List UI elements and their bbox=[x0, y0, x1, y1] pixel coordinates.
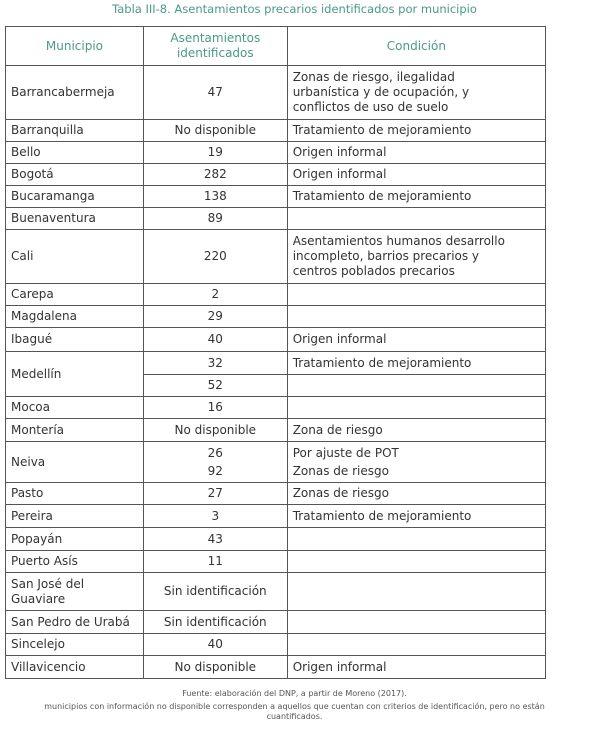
table-row bbox=[6, 397, 546, 419]
cell-municipio: Bogotá bbox=[6, 164, 144, 186]
cell-condicion bbox=[287, 397, 545, 419]
cell-condicion bbox=[287, 375, 545, 397]
cell-asentamientos: 29 bbox=[143, 306, 287, 328]
cell-asentamientos: Sin identificación bbox=[143, 611, 287, 634]
table-header-row bbox=[6, 27, 546, 66]
table-title: Tabla III-8. Asentamientos precarios identificados por municipio bbox=[112, 2, 477, 16]
cell-condicion: Asentamientos humanos desarrollo incompleto, barrios precarios y centros poblados precarios bbox=[287, 230, 545, 284]
cell-asentamientos: 27 bbox=[143, 483, 287, 505]
cell-asentamientos: 138 bbox=[143, 186, 287, 208]
cell-condicion: Origen informal bbox=[287, 656, 545, 679]
cell-condicion: Origen informal bbox=[287, 328, 545, 352]
cell-asentamientos: 16 bbox=[143, 397, 287, 419]
cell-asentamientos: No disponible bbox=[143, 419, 287, 442]
cell-condicion bbox=[287, 284, 545, 306]
cell-municipio: Barrancabermeja bbox=[6, 66, 144, 120]
cell-asentamientos: 2 bbox=[143, 284, 287, 306]
table-row bbox=[6, 208, 546, 230]
settlements-table bbox=[5, 26, 546, 679]
table-row bbox=[6, 186, 546, 208]
cell-municipio: Bucaramanga bbox=[6, 186, 144, 208]
header-asentamientos: Asentamientos identificados bbox=[143, 27, 287, 66]
footer-note-line2: cuantificados. bbox=[266, 712, 323, 721]
cell-asentamientos: 220 bbox=[143, 230, 287, 284]
cell-condicion: Zona de riesgo bbox=[287, 419, 545, 442]
cell-municipio: Pereira bbox=[6, 505, 144, 528]
cell-municipio: Medellín bbox=[6, 352, 144, 397]
table-row bbox=[6, 328, 546, 352]
cell-asentamientos: 52 bbox=[143, 375, 287, 397]
cell-condicion: Origen informal bbox=[287, 142, 545, 164]
table-row bbox=[6, 551, 546, 573]
table-row bbox=[6, 483, 546, 505]
cell-municipio: San Pedro de Urabá bbox=[6, 611, 144, 634]
cell-condicion bbox=[287, 528, 545, 551]
cell-asentamientos: 43 bbox=[143, 528, 287, 551]
cell-municipio: Neiva bbox=[6, 442, 144, 483]
cell-municipio: Buenaventura bbox=[6, 208, 144, 230]
table-row bbox=[6, 230, 546, 284]
cell-condicion: Tratamiento de mejoramiento bbox=[287, 120, 545, 142]
cell-municipio: Mocoa bbox=[6, 397, 144, 419]
cell-municipio: Sincelejo bbox=[6, 634, 144, 656]
cell-asentamientos: 3 bbox=[143, 505, 287, 528]
cell-asentamientos: 11 bbox=[143, 551, 287, 573]
cell-municipio: Bello bbox=[6, 142, 144, 164]
table-row bbox=[6, 442, 546, 483]
cell-asentamientos: 282 bbox=[143, 164, 287, 186]
footer-note-line1: municipios con información no disponible corresponden a aquellos que cuentan con criterios de identificación, pero no están bbox=[44, 702, 545, 711]
table-row bbox=[6, 352, 546, 375]
cell-condicion: Tratamiento de mejoramiento bbox=[287, 352, 545, 375]
cell-asentamientos: 89 bbox=[143, 208, 287, 230]
table-row bbox=[6, 528, 546, 551]
cell-condicion bbox=[287, 573, 545, 611]
cell-municipio: San José del Guaviare bbox=[6, 573, 144, 611]
cell-municipio: Cali bbox=[6, 230, 144, 284]
cell-condicion: Zonas de riesgo bbox=[287, 483, 545, 505]
footer-source: Fuente: elaboración del DNP, a partir de Moreno (2017). bbox=[182, 689, 407, 698]
cell-condicion bbox=[287, 551, 545, 573]
table-row bbox=[6, 164, 546, 186]
cell-asentamientos: 26 92 bbox=[143, 442, 287, 483]
table-row bbox=[6, 306, 546, 328]
cell-condicion bbox=[287, 611, 545, 634]
cell-municipio: Pasto bbox=[6, 483, 144, 505]
table-row bbox=[6, 573, 546, 611]
cell-asentamientos: No disponible bbox=[143, 656, 287, 679]
cell-municipio: Carepa bbox=[6, 284, 144, 306]
cell-asentamientos: 19 bbox=[143, 142, 287, 164]
cell-asentamientos: 40 bbox=[143, 634, 287, 656]
table-row bbox=[6, 611, 546, 634]
cell-municipio: Montería bbox=[6, 419, 144, 442]
cell-condicion bbox=[287, 208, 545, 230]
table-row bbox=[6, 419, 546, 442]
cell-asentamientos: Sin identificación bbox=[143, 573, 287, 611]
cell-condicion: Zonas de riesgo, ilegalidad urbanística y de ocupación, y conflictos de uso de suelo bbox=[287, 66, 545, 120]
table-row bbox=[6, 284, 546, 306]
table-row bbox=[6, 656, 546, 679]
header-condicion: Condición bbox=[287, 27, 545, 66]
table-row bbox=[6, 634, 546, 656]
cell-condicion: Origen informal bbox=[287, 164, 545, 186]
cell-municipio: Popayán bbox=[6, 528, 144, 551]
cell-asentamientos: No disponible bbox=[143, 120, 287, 142]
cell-municipio: Barranquilla bbox=[6, 120, 144, 142]
cell-municipio: Magdalena bbox=[6, 306, 144, 328]
cell-municipio: Puerto Asís bbox=[6, 551, 144, 573]
cell-asentamientos: 40 bbox=[143, 328, 287, 352]
table-row bbox=[6, 505, 546, 528]
cell-municipio: Ibagué bbox=[6, 328, 144, 352]
table-row bbox=[6, 142, 546, 164]
cell-municipio: Villavicencio bbox=[6, 656, 144, 679]
table-row bbox=[6, 120, 546, 142]
cell-condicion bbox=[287, 306, 545, 328]
cell-condicion: Tratamiento de mejoramiento bbox=[287, 186, 545, 208]
table-row bbox=[6, 66, 546, 120]
cell-condicion: Tratamiento de mejoramiento bbox=[287, 505, 545, 528]
cell-condicion bbox=[287, 634, 545, 656]
header-municipio: Municipio bbox=[6, 27, 144, 66]
cell-asentamientos: 32 bbox=[143, 352, 287, 375]
cell-asentamientos: 47 bbox=[143, 66, 287, 120]
cell-condicion: Por ajuste de POT Zonas de riesgo bbox=[287, 442, 545, 483]
